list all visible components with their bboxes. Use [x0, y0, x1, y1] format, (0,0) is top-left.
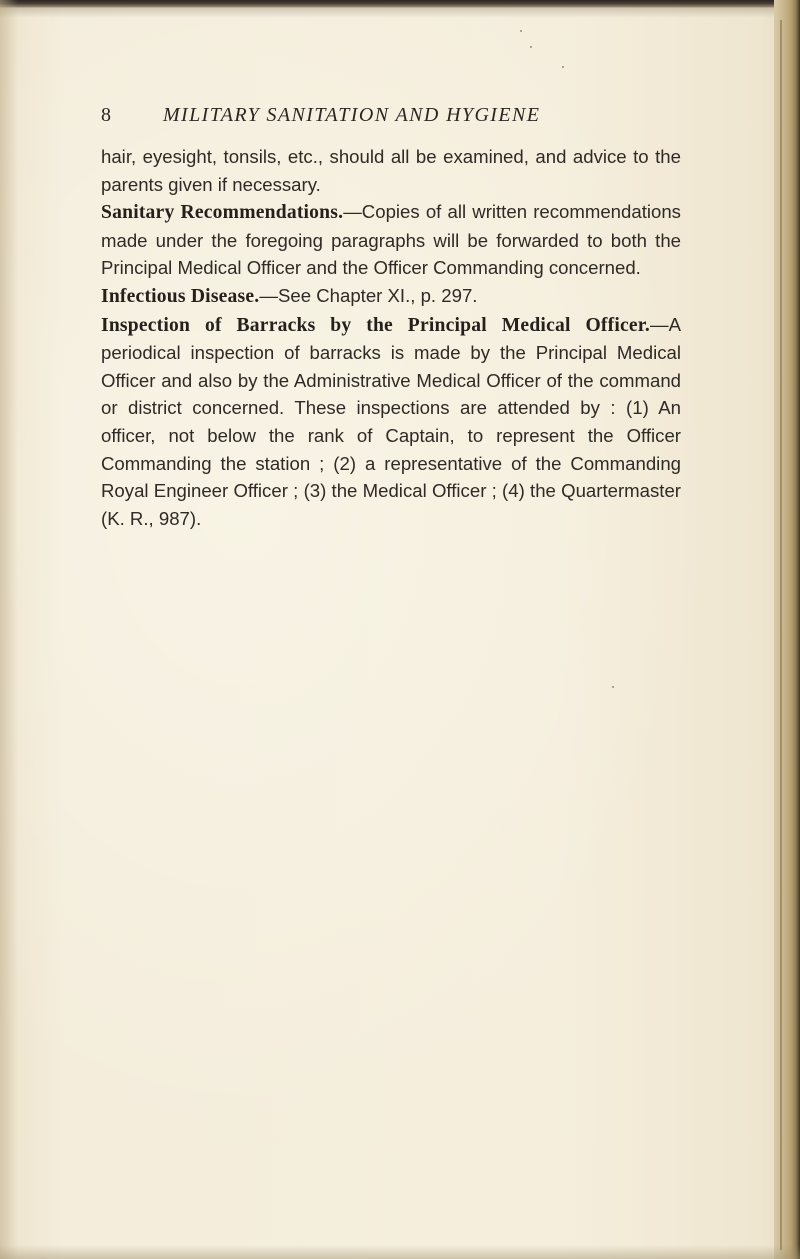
paper-speck [520, 30, 522, 32]
page-top-shadow [0, 6, 800, 18]
page-gutter [0, 0, 18, 1259]
sanitary-text: —Copies of all written recommendations made under the foregoing paragraphs will be forwarded to both the Principal Medical Officer and the Officer Commanding concerned. [101, 201, 681, 279]
sanitary-heading: Sanitary Recommendations. [101, 202, 344, 224]
paragraph-sanitary-recommendations [101, 198, 681, 282]
page-header [101, 104, 681, 134]
inspection-text: —A periodical inspection of barracks is made by the Principal Medical Officer and also by the Administrative Medical Officer of the command or district concerned. These inspections are attended by : (1) An officer, not below the rank of Captain, to represent the Officer Commanding the station ; (2) a representative of the Commanding Royal Engineer Officer ; (3) the Medical Officer ; (4) the Quartermaster (K. R., 987). [101, 313, 681, 529]
running-head: MILITARY SANITATION AND HYGIENE [163, 104, 541, 126]
paragraph-infectious-disease [101, 282, 681, 311]
paper-speck [530, 46, 532, 48]
infectious-text: —See Chapter XI., p. 297. [259, 284, 478, 306]
paper-speck [612, 686, 614, 688]
paragraph-inspection-of-barracks [101, 311, 681, 533]
fore-edge-line [780, 20, 782, 1250]
body-text [101, 143, 681, 532]
page-bottom-shade [0, 1245, 800, 1259]
page-number: 8 [101, 104, 112, 126]
infectious-heading: Infectious Disease. [101, 285, 260, 307]
paper-speck [562, 66, 564, 68]
paragraph-continuation [101, 143, 681, 198]
inspection-heading: Inspection of Barracks by the Principal Medical Officer. [101, 314, 650, 336]
page-fore-edge [774, 0, 800, 1259]
continuation-text: hair, eyesight, tonsils, etc., should all be examined, and advice to the parents given if necessary. [101, 146, 681, 195]
